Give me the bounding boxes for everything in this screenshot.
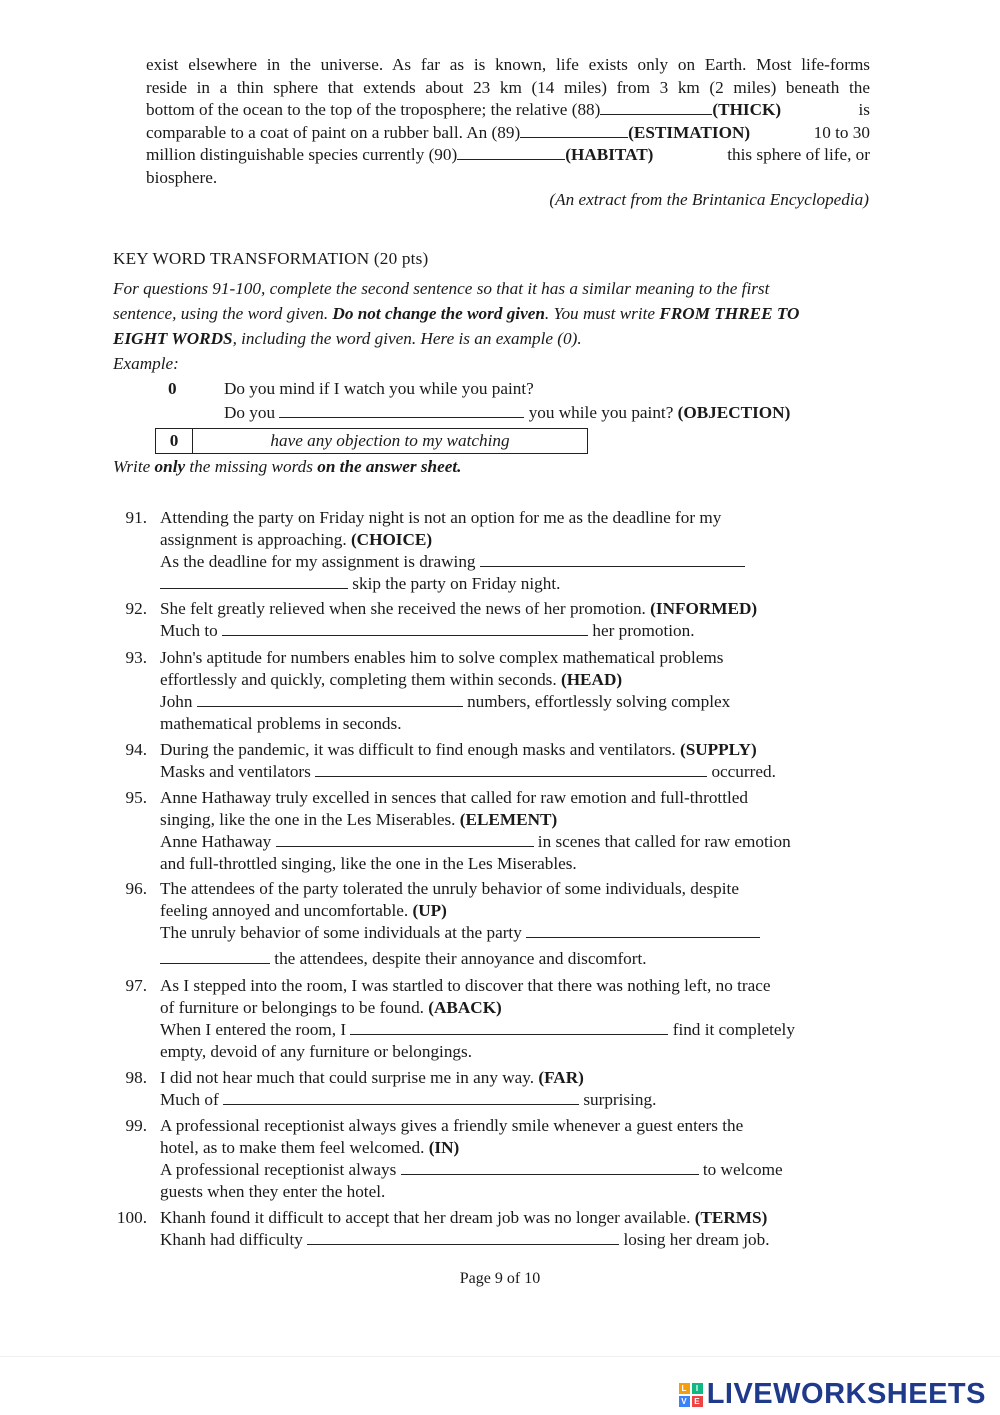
passage-line-88: bottom of the ocean to the top of the troposphere; the relative (88) (THICK) is xyxy=(146,100,870,120)
example-answer: have any objection to my watching xyxy=(270,431,510,450)
passage-source: (An extract from the Brintanica Encyclopedia) xyxy=(549,190,869,209)
example-transformation: Do you you while you paint? (OBJECTION) xyxy=(224,403,791,422)
answer-blank-96b[interactable] xyxy=(160,949,270,964)
answer-blank-91b[interactable] xyxy=(160,574,348,589)
example-answer-box: 0 have any objection to my watching xyxy=(155,428,588,454)
scan-edge-line xyxy=(0,1356,1000,1357)
answer-blank-93[interactable] xyxy=(197,692,463,707)
answer-blank-88[interactable] xyxy=(600,100,712,115)
answer-blank-89[interactable] xyxy=(520,123,628,138)
answer-blank-96[interactable] xyxy=(526,923,760,938)
passage-line-89: comparable to a coat of paint on a rubber ball. An (89) (ESTIMATION) 10 to 30 xyxy=(146,122,870,142)
reading-passage xyxy=(146,54,870,190)
brand-text: LIVEWORKSHEETS xyxy=(706,1378,986,1410)
worksheet-page: exist elsewhere in the universe. As far as is known, life exists only on Earth. Most life-forms reside in a thin sphere that extends about 23 km (14 miles) from 3 km (2 miles) beneath the bottom of the ocean to the top of the troposphere; the relative (88) (THICK) is comparable to a coat of paint on a rubber ball. An (89) (ESTIMATION) 10 to 30 million distinguishable species currently (90) (HABITAT) this sphere of life, or biosphere. (An extract from the Brintanica Encyclopedia) KEY WORD TRANSFORMATION (20 pts) For questions 91-100, complete the second sentence so that it has a similar meaning to the first sentence, using the word given. Do not change the word given. You must write FROM THREE TO EIGHT WORDS, including the word given. Here is an example (0). Example: 0 Do you mind if I watch you while you paint? Do you you while you paint? (OBJECTION) 0 have any objection to my watching Write only the missing words on the answer sheet. 91. Attending the party on Friday night is not an option for me as the deadline for my assignment is approaching. (CHOICE) As the deadline for my assignment is drawing skip the party on Friday night. 92. She felt greatly relieved when she received the news of her promotion. (INFORMED) Much to her promotion. 93. John's aptitude for numbers enables him to solve complex mathematical problems effortlessly and quickly, completing them within seconds. (HEAD) John numbers, effortlessly solving complex mathematical problems in seconds. 94. During the pandemic, it was difficult to find enough masks and ventilators. (SUPPLY) Masks and ventilators occurred. 95. Anne Hathaway truly excelled in sences that called for raw emotion and full-throttled singing, like the one in the Les Miserables. (ELEMENT) Anne Hathaway in scenes that called for raw emotion and full-throttled singing, like the one in the Les Miserables. 96. The attendees of the party tolerated the unruly behavior of some individuals, despite feeling annoyed and uncomfortable. (UP) The unruly behavior of some individuals at the party the attendees, despite their annoyance and discomfort. 97. As I stepped into the room, I was startled to discover that there was nothing left, no trace of furniture or belongings to be found. (ABACK) When I entered the room, I find it completely empty, devoid of any furniture or belongings. 98. I did not hear much that could surprise me in any way. (FAR) Much of surprising. 99. A professional receptionist always gives a friendly smile whenever a guest enters the hotel, as to make them feel welcomed. (IN) A professional receptionist always to welcome guests when they enter the hotel. 100. Khanh found it difficult to accept that her dream job was no longer available. (TERMS) Khanh had difficulty losing her dream job. Page 9 of 10 L I V E LIVEWORKSHEETS xyxy=(0,0,1000,1415)
example-number: 0 xyxy=(168,379,177,398)
example-sentence: Do you mind if I watch you while you paint? xyxy=(224,379,534,398)
answer-sheet-note: Write only the missing words on the answer sheet. xyxy=(113,457,462,476)
section-title: KEY WORD TRANSFORMATION (20 pts) xyxy=(113,249,429,268)
answer-blank-99[interactable] xyxy=(401,1160,699,1175)
example-label: Example: xyxy=(113,354,179,373)
answer-blank-91[interactable] xyxy=(480,552,745,567)
answer-blank-98[interactable] xyxy=(223,1090,579,1105)
answer-blank-90[interactable] xyxy=(457,145,565,160)
answer-blank-92[interactable] xyxy=(222,621,588,636)
passage-line: reside in a thin sphere that extends about 23 km (14 miles) from 3 km (2 miles) beneath the xyxy=(146,77,870,97)
section-instructions: For questions 91-100, complete the second sentence so that it has a similar meaning to the first sentence, using the word given. Do not change the word given. You must write FROM THREE TO EIGHT WORDS, including the word given. Here is an example (0). xyxy=(113,279,800,348)
answer-blank-97[interactable] xyxy=(350,1020,668,1035)
answer-blank-100[interactable] xyxy=(307,1230,619,1245)
passage-line: exist elsewhere in the universe. As far as is known, life exists only on Earth. Most life-forms xyxy=(146,55,870,74)
answer-blank-95[interactable] xyxy=(276,832,534,847)
answer-blank-94[interactable] xyxy=(315,762,707,777)
page-number: Page 9 of 10 xyxy=(459,1270,541,1287)
liveworksheets-logo[interactable] xyxy=(679,1378,986,1411)
liveworksheets-grid-icon: L I V E xyxy=(679,1383,703,1407)
passage-line: biosphere. xyxy=(146,167,218,187)
passage-line-90: million distinguishable species currently (90) (HABITAT) this sphere of life, or xyxy=(146,145,870,165)
